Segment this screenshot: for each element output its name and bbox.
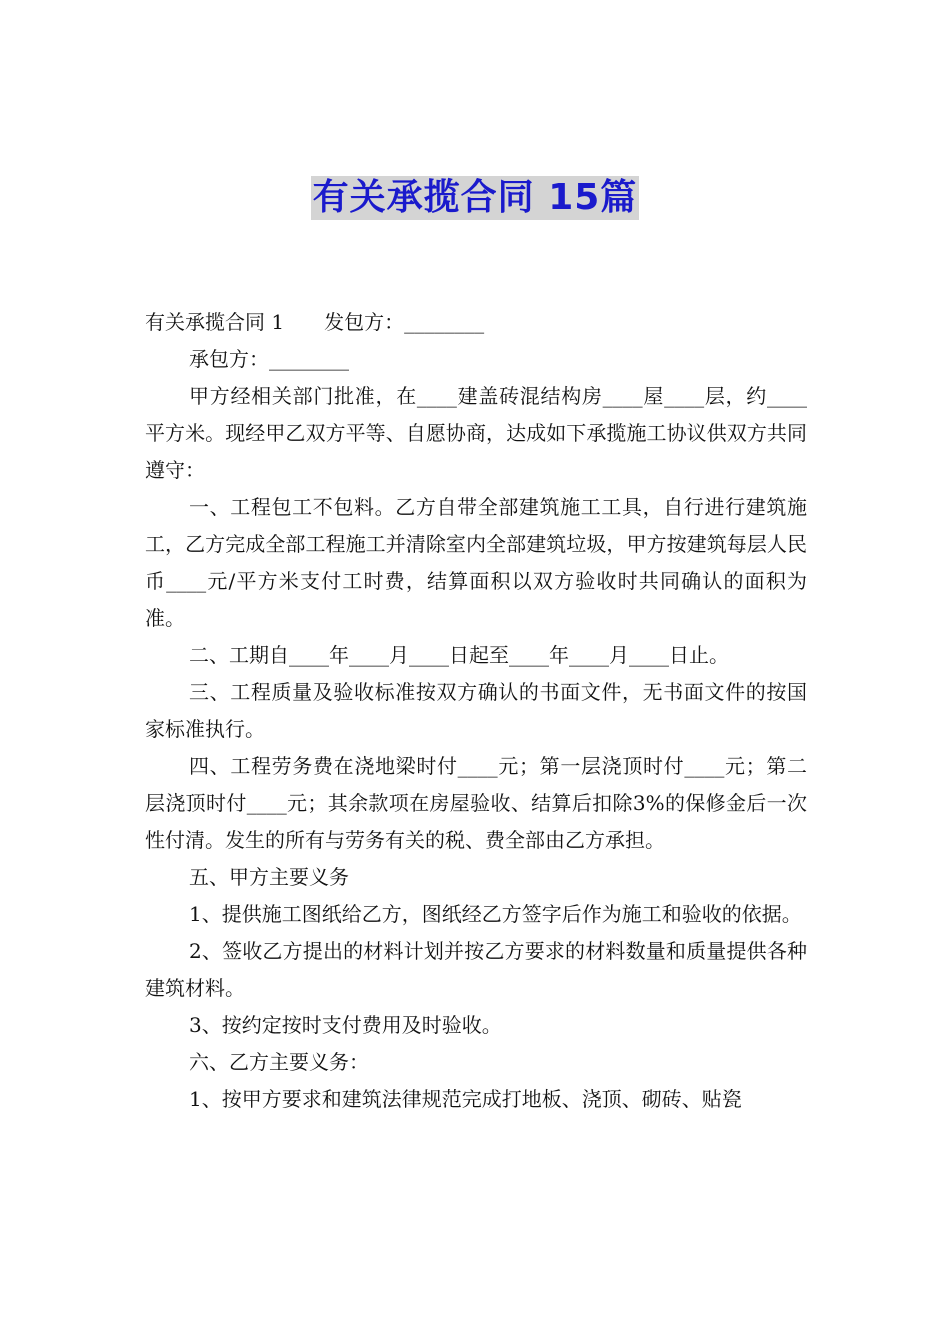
clause-1: 一、工程包工不包料。乙方自带全部建筑施工工具，自行进行建筑施工，乙方完成全部工程施工并清除室内全部建筑垃圾，甲方按建筑每层人民币____元/平方米支付工时费，结算面积以双方验收时共同确认的面积为准。 xyxy=(145,495,807,630)
document-body xyxy=(145,304,807,1118)
clause-6-heading: 六、乙方主要义务： xyxy=(189,1050,369,1074)
employer-line: 发包方：________ xyxy=(324,310,485,334)
clause-4: 四、工程劳务费在浇地梁时付____元；第一层浇顶时付____元；第二层浇顶时付____元；其余款项在房屋验收、结算后扣除3%的保修金后一次性付清。发生的所有与劳务有关的税、费全部由乙方承担。 xyxy=(145,754,807,852)
clause-3: 三、工程质量及验收标准按双方确认的书面文件，无书面文件的按国家标准执行。 xyxy=(145,680,807,741)
clause-6-item-1: 1、按甲方要求和建筑法律规范完成打地板、浇顶、砌砖、贴瓷 xyxy=(189,1087,742,1111)
clause-5-item-2: 2、签收乙方提出的材料计划并按乙方要求的材料数量和质量提供各种建筑材料。 xyxy=(145,939,807,1000)
preamble-paragraph: 甲方经相关部门批准，在____建盖砖混结构房____屋____层，约____平方米。现经甲乙双方平等、自愿协商，达成如下承揽施工协议供双方共同遵守： xyxy=(145,384,807,482)
document-title: 有关承揽合同 15篇 xyxy=(312,177,638,218)
clause-5-item-1: 1、提供施工图纸给乙方，图纸经乙方签字后作为施工和验收的依据。 xyxy=(189,902,802,926)
contractor-line: 承包方：________ xyxy=(189,347,349,371)
clause-2: 二、工期自____年____月____日起至____年____月____日止。 xyxy=(189,643,729,667)
first-line xyxy=(145,304,807,341)
clause-5-heading: 五、甲方主要义务 xyxy=(189,865,349,889)
clause-5-item-3: 3、按约定按时支付费用及时验收。 xyxy=(189,1013,502,1037)
title-container xyxy=(0,176,950,220)
contract-number-heading: 有关承揽合同 1 xyxy=(145,310,285,334)
